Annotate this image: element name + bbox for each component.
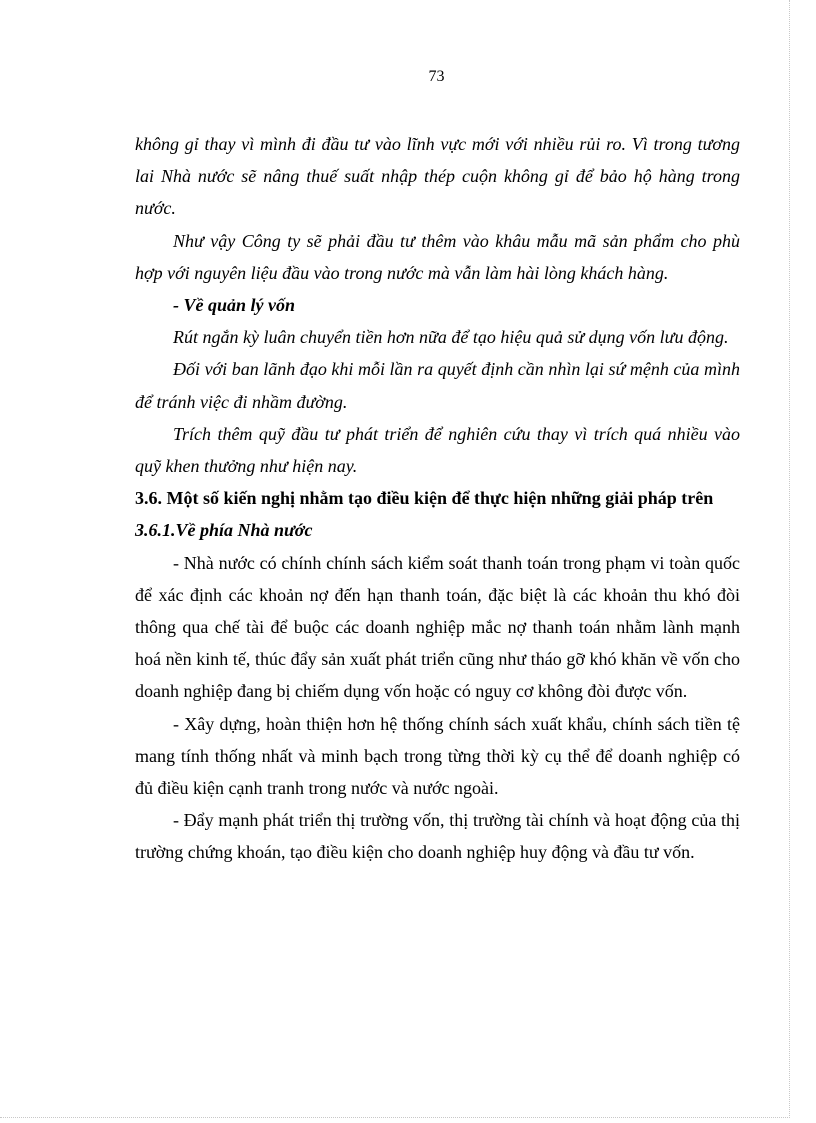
paragraph-stainless-steel: không gỉ thay vì mình đi đầu tư vào lĩnh vực mới với nhiều rủi ro. Vì trong tương lai Nhà nước sẽ nâng thuế suất nhập thép cuộn không gỉ để bảo hộ hàng trong nước. [135,134,740,219]
page-number: 73 [428,68,445,85]
paragraph-development-fund: Trích thêm quỹ đầu tư phát triển để nghiên cứu thay vì trích quá nhiều vào quỹ khen thưởng như hiện nay. [135,423,740,477]
paragraph-product-design: Như vậy Công ty sẽ phải đầu tư thêm vào khâu mẫu mã sản phẩm cho phù hợp với nguyên liệu đầu vào trong nước mà vẫn làm hài lòng khách hàng. [135,230,740,283]
body-text [135,128,740,869]
paragraph-cash-cycle: Rút ngắn kỳ luân chuyển tiền hơn nữa để tạo hiệu quả sử dụng vốn lưu động. [173,327,729,348]
subheading-capital-management: - Về quản lý vốn [173,295,296,316]
paragraph-leadership: Đối với ban lãnh đạo khi mỗi lần ra quyết định cần nhìn lại sứ mệnh của mình để tránh việc đi nhầm đường. [135,359,740,412]
paragraph-payment-control: - Nhà nước có chính chính sách kiểm soát thanh toán trong phạm vi toàn quốc để xác định các khoản nợ đến hạn thanh toán, đặc biệt là các khoản thu khó đòi thông qua chế tài để buộc các doanh nghiệp mắc nợ thanh toán nhằm lành mạnh hoá nền kinh tế, thúc đẩy sản xuất phát triển cũng như tháo gỡ khó khăn về vốn cho doanh nghiệp đang bị chiếm dụng vốn hoặc có nguy cơ không đòi được vốn. [135,552,740,702]
section-heading-3-6-1: 3.6.1.Về phía Nhà nước [135,520,313,541]
section-heading-3-6: 3.6. Một số kiến nghị nhằm tạo điều kiện để thực hiện những giải pháp trên [135,488,714,509]
paragraph-capital-market: - Đẩy mạnh phát triển thị trường vốn, thị trường tài chính và hoạt động của thị trường chứng khoán, tạo điều kiện cho doanh nghiệp huy động và đầu tư vốn. [135,810,740,863]
paragraph-export-policy: - Xây dựng, hoàn thiện hơn hệ thống chính sách xuất khẩu, chính sách tiền tệ mang tính thống nhất và minh bạch trong từng thời kỳ cụ thể để doanh nghiệp có đủ điều kiện cạnh tranh trong nước và nước ngoài. [135,713,740,799]
